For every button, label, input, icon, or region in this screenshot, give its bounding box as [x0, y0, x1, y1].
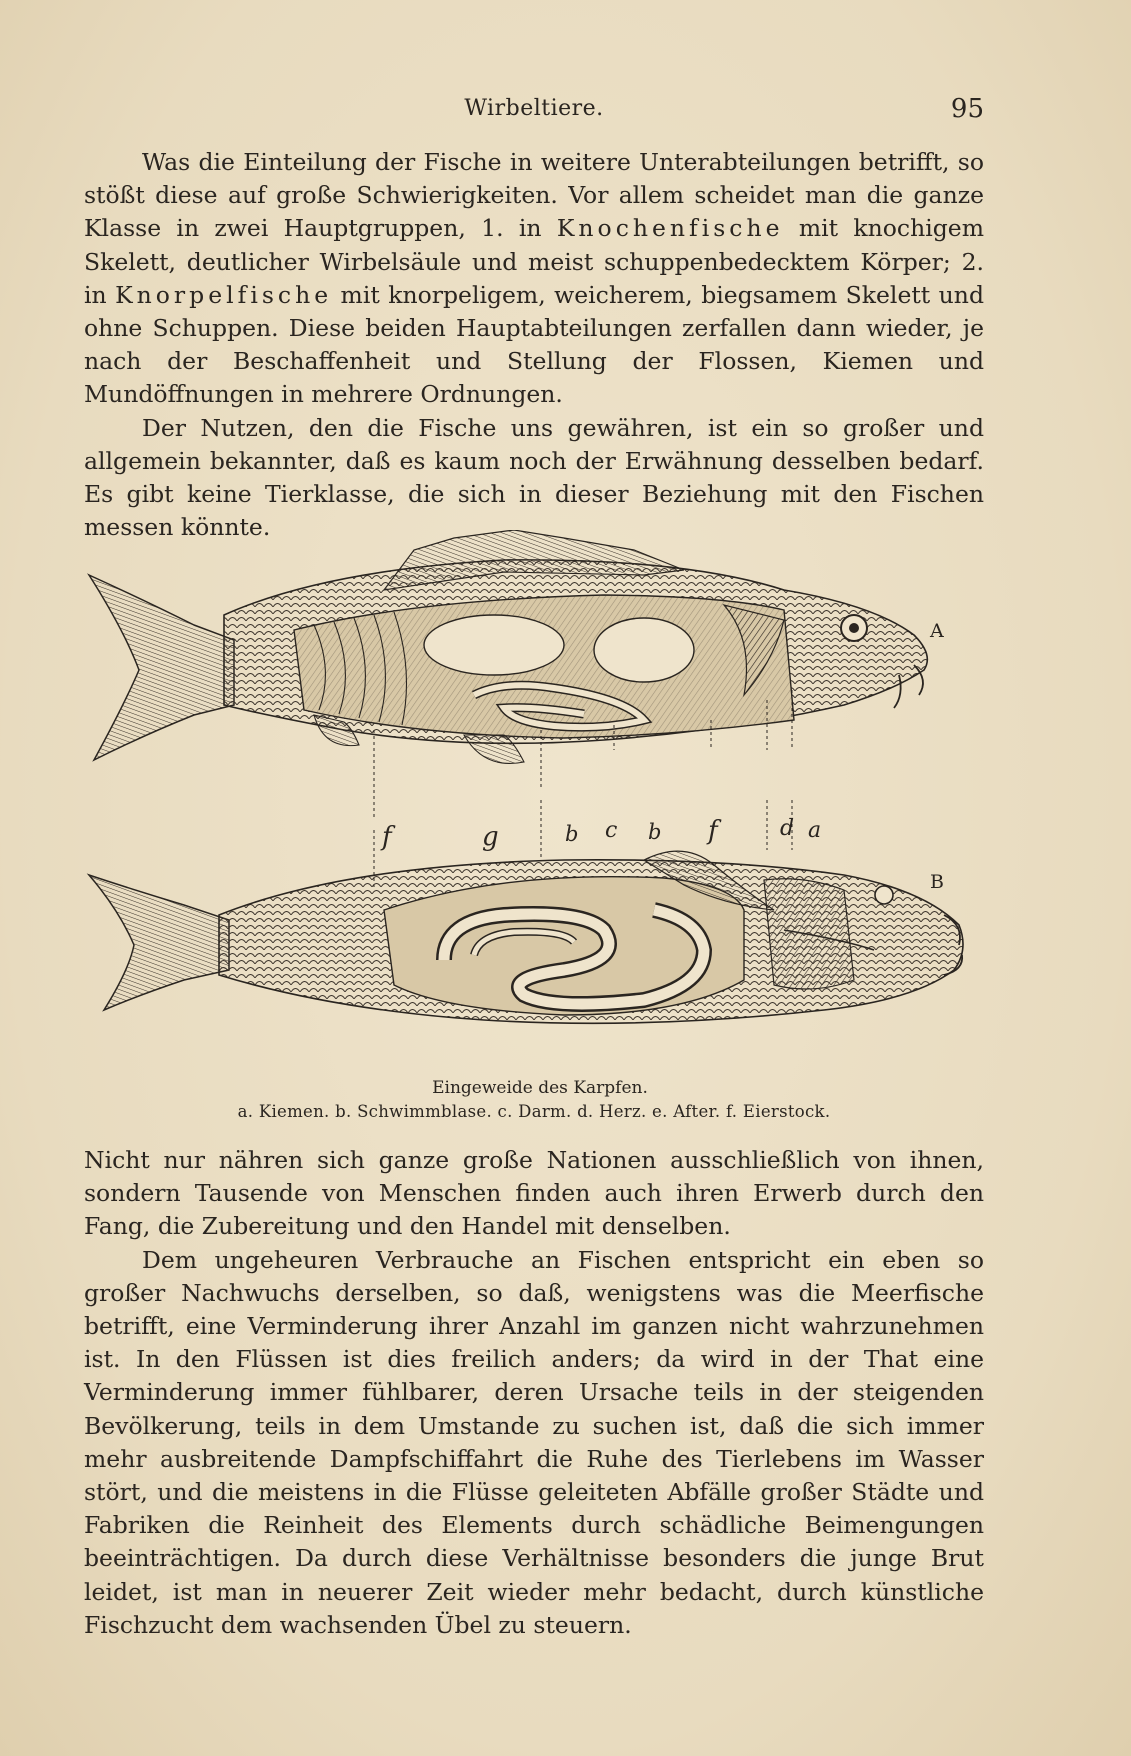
paragraph-verbrauch: Dem ungeheuren Verbrauche an Fischen entspricht ein eben so großer Nachwuchs derselben, so daß, wenigstens was die Meerfische betrifft, eine Verminderung ihrer Anzahl im ganzen nicht wahrzunehmen ist. In den Flüssen ist dies freilich anders; da wird in der That eine Verminderung immer fühlbarer, deren Ursache teils in der steigenden Bevölkerung, teils in dem Umstande zu suchen ist, daß die sich immer mehr ausbreitende Dampfschiffahrt die Ruhe des Tierlebens im Wasser stört, und die meistens in die Flüsse geleiteten Abfälle großer Städte und Fabriken die Reinheit des Elements durch schädliche Beimengungen beeinträchtigen. Da durch diese Verhältnisse besonders die junge Brut leidet, ist man in neuerer Zeit wieder mehr bedacht, durch künstliche Fischzucht dem wachsenden Übel zu steuern.: [84, 1245, 984, 1639]
carp-illustration: [84, 530, 984, 1075]
letter-f-left: f: [382, 822, 392, 852]
letter-b-2: b: [648, 820, 662, 844]
label-a-figure: A: [930, 620, 944, 642]
running-head: Wirbeltiere.: [464, 96, 604, 121]
paragraph-classification: [84, 146, 984, 412]
term-knochenfische: Knochenfische: [556, 214, 784, 243]
carp-anatomy-figure: [84, 530, 984, 1121]
letter-a: a: [808, 818, 822, 843]
term-knorpelfische: Knorpelfische: [115, 280, 333, 309]
fish-b-ventral-view: [89, 851, 963, 1023]
paragraph-nahrung: Nicht nur nähren sich ganze große Nationen ausschließlich von ihnen, sondern Tausende von Menschen finden auch ihren Erwerb durch den Fang, die Zubereitung und den Handel mit denselben.: [84, 1146, 984, 1241]
figure-caption-legend: a. Kiemen. b. Schwimmblase. c. Darm. d. Herz. e. After. f. Eierstock.: [237, 1102, 831, 1121]
paragraph-text: mit knochigem Skelett, deutlicher Wirbelsäule und meist schuppenbedecktem Körper; 2. in: [84, 214, 984, 309]
paragraph-text: mit knorpeligem, weicherem, biegsamem Skelett und ohne Schuppen. Diese beiden Hauptabteilungen zerfallen dann wieder, je nach der Beschaffenheit und Stellung der Flossen, Kiemen und Mundöffnungen in mehrere Ordnungen.: [84, 280, 984, 409]
figure-caption-title: Eingeweide des Karpfen.: [432, 1078, 648, 1098]
fish-a-side-view: [89, 530, 927, 763]
text-block-top: [84, 146, 984, 544]
paragraph-text: Was die Einteilung der Fische in weitere Unterabteilungen betrifft, so stößt diese auf große Schwierigkeiten. Vor allem scheidet man die ganze Klasse in zwei Hauptgruppen, 1. in: [84, 148, 984, 243]
letter-f-right: f: [708, 816, 718, 846]
letter-d: d: [780, 816, 795, 841]
letter-b-1: b: [565, 822, 579, 846]
letter-c: c: [605, 818, 618, 843]
letter-g: g: [482, 822, 499, 852]
text-block-bottom: [84, 1144, 984, 1642]
page-header: [84, 92, 984, 132]
paragraph-nutzen: Der Nutzen, den die Fische uns gewähren, ist ein so großer und allgemein bekannter, daß es kaum noch der Erwähnung desselben bedarf. Es gibt keine Tierklasse, die sich in dieser Beziehung mit den Fischen messen könnte.: [84, 413, 984, 542]
page-number: 95: [950, 94, 984, 124]
label-b-figure: B: [930, 871, 944, 893]
